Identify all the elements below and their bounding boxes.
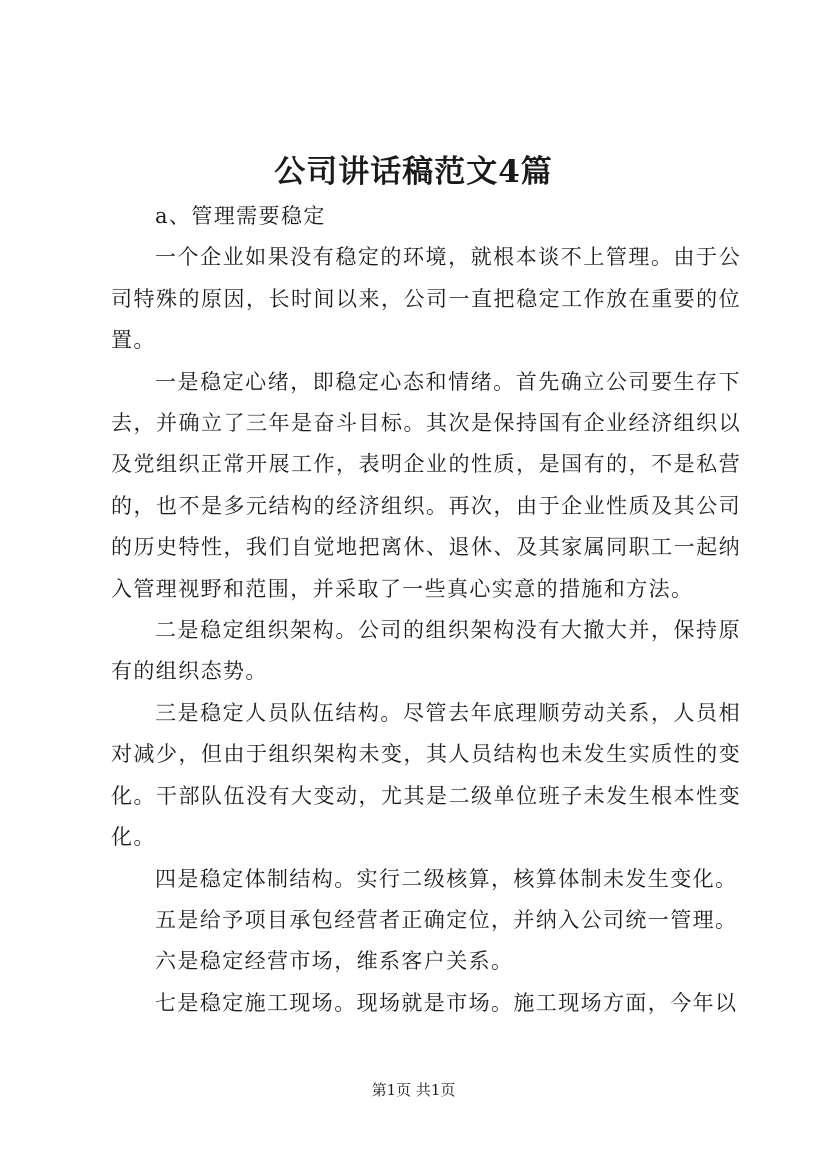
section-heading: a、管理需要稳定 bbox=[155, 204, 326, 228]
paragraph: 一个企业如果没有稳定的环境，就根本谈不上管理。由于公司特殊的原因，长时间以来，公司一直把稳定工作放在重要的位置。 bbox=[111, 245, 741, 353]
paragraph: 三是稳定人员队伍结构。尽管去年底理顺劳动关系，人员相对减少，但由于组织架构未变，其人员结构也未发生实质性的变化。干部队伍没有大变动，尤其是二级单位班子未发生根本性变化。 bbox=[111, 700, 741, 850]
paragraph: 六是稳定经营市场，维系客户关系。 bbox=[155, 949, 514, 974]
paragraph: 七是稳定施工现场。现场就是市场。施工现场方面，今年以 bbox=[155, 990, 738, 1015]
document-body bbox=[111, 196, 741, 1024]
page-title: 公司讲话稿范文4篇 bbox=[274, 154, 553, 190]
paragraph: 五是给予项目承包经营者正确定位，并纳入公司统一管理。 bbox=[155, 907, 738, 932]
paragraph: 一是稳定心绪，即稳定心态和情绪。首先确立公司要生存下去，并确立了三年是奋斗目标。其次是保持国有企业经济组织以及党组织正常开展工作，表明企业的性质，是国有的，不是私营的，也不是多元结构的经济组织。再次，由于企业性质及其公司的历史特性，我们自觉地把离休、退休、及其家属同职工一起纳入管理视野和范围，并采取了一些真心实意的措施和方法。 bbox=[111, 369, 741, 601]
paragraph: 四是稳定体制结构。实行二级核算，核算体制未发生变化。 bbox=[155, 866, 738, 891]
page-footer: 第1页 共1页 bbox=[371, 1081, 456, 1099]
paragraph: 二是稳定组织架构。公司的组织架构没有大撤大并，保持原有的组织态势。 bbox=[111, 618, 741, 684]
